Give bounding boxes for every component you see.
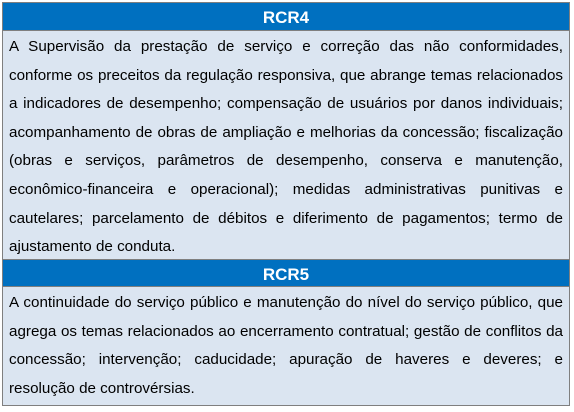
rcr4-description: A Supervisão da prestação de serviço e correção das não conformidades, conforme os preceitos da regulação responsiva, que abrange temas relacionados a indicadores de desempenho; compensação de usuários por danos individuais; acompanhamento de obras de ampliação e melhorias da concessão; fiscalização (obras e serviços, parâmetros de desempenho, conserva e manutenção, econômico-financeira e operacional); medidas administrativas punitivas e cautelares; parcelamento de débitos e diferimento de pagamentos; termo de ajustamento de conduta. [9,38,563,256]
rcr5-header: RCR5 [3,259,569,287]
rcr4-header: RCR4 [3,3,569,31]
rcr-table [2,2,570,406]
rcr5-description: A continuidade do serviço público e manutenção do nível do serviço público, que agrega os temas relacionados ao encerramento contratual; gestão de conflitos da concessão; intervenção; caducidade; apuração de haveres e deveres; e resolução de controvérsias. [9,294,563,397]
